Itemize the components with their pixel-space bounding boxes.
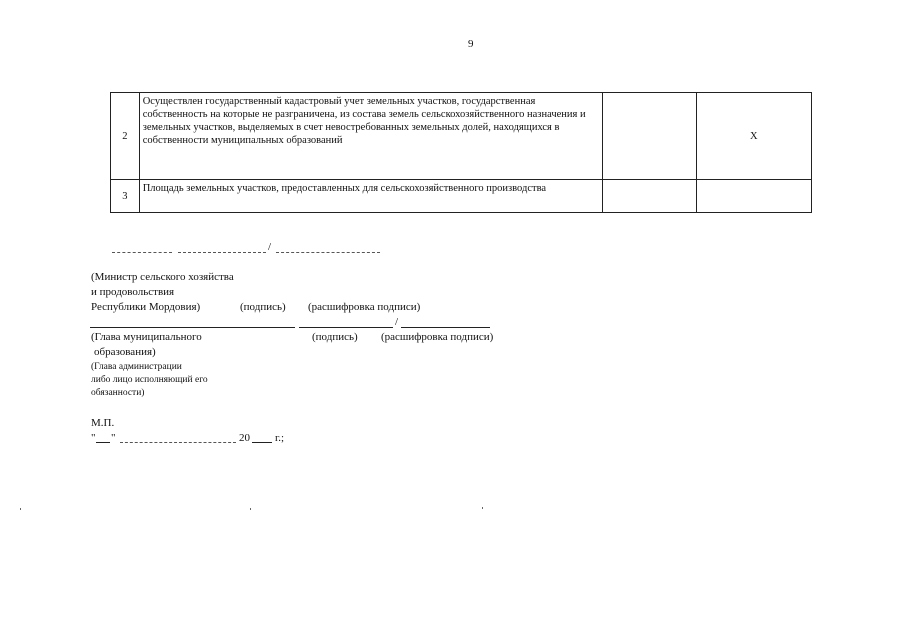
date-day-line	[96, 442, 110, 443]
signature-line	[299, 327, 393, 328]
date-open-quote: "	[91, 432, 96, 444]
admin-title-line-2: либо лицо исполняющий его	[91, 375, 208, 385]
row-mark-cell: X	[696, 93, 811, 180]
scan-mark	[250, 508, 251, 510]
signature-decode-line	[401, 327, 490, 328]
signature-line	[90, 327, 295, 328]
row-description: Площадь земельных участков, предоставленных для сельскохозяйственного производства	[139, 180, 602, 213]
date-month-line	[120, 442, 236, 443]
head-title-line-2: образования)	[94, 346, 156, 358]
admin-title-line-3: обязанности)	[91, 388, 145, 398]
slash-separator: /	[395, 316, 399, 328]
signature-caption: (подпись)	[312, 331, 358, 343]
row-mark-cell	[696, 180, 811, 213]
table-row	[111, 180, 812, 213]
scan-mark	[482, 507, 483, 509]
admin-title-line-1: (Глава администрации	[91, 362, 182, 372]
date-close-quote: "	[111, 432, 116, 444]
signature-line	[178, 252, 266, 253]
date-year-line	[252, 442, 272, 443]
row-number: 2	[111, 93, 140, 180]
signature-decode-caption: (расшифровка подписи)	[381, 331, 494, 343]
page-number: 9	[468, 38, 474, 50]
minister-title-line-3: Республики Мордовия)	[91, 301, 201, 313]
signature-caption: (подпись)	[240, 301, 286, 313]
scan-mark	[20, 508, 21, 510]
row-description: Осуществлен государственный кадастровый учет земельных участков, государственная собственность на которые не разграничена, из состава земель сельскохозяйственного назначения и земельных участков, выделяемых в счет невостребованных земельных долей, находящихся в собственности муниципальных образований	[139, 93, 602, 180]
signature-decode-line	[276, 252, 380, 253]
minister-title-line-1: (Министр сельского хозяйства	[91, 271, 234, 283]
signature-decode-caption: (расшифровка подписи)	[308, 301, 421, 313]
slash-separator: /	[268, 241, 272, 253]
row-value-cell	[603, 180, 697, 213]
indicators-table	[110, 92, 812, 213]
stamp-place-label: М.П.	[91, 417, 115, 429]
date-year-suffix: г.;	[275, 432, 285, 444]
head-title-line-1: (Глава муниципального	[91, 331, 202, 343]
date-year-prefix: 20	[239, 432, 250, 444]
table-row	[111, 93, 812, 180]
row-value-cell	[603, 93, 697, 180]
row-number: 3	[111, 180, 140, 213]
signature-line	[112, 252, 172, 253]
minister-title-line-2: и продовольствия	[91, 286, 175, 298]
